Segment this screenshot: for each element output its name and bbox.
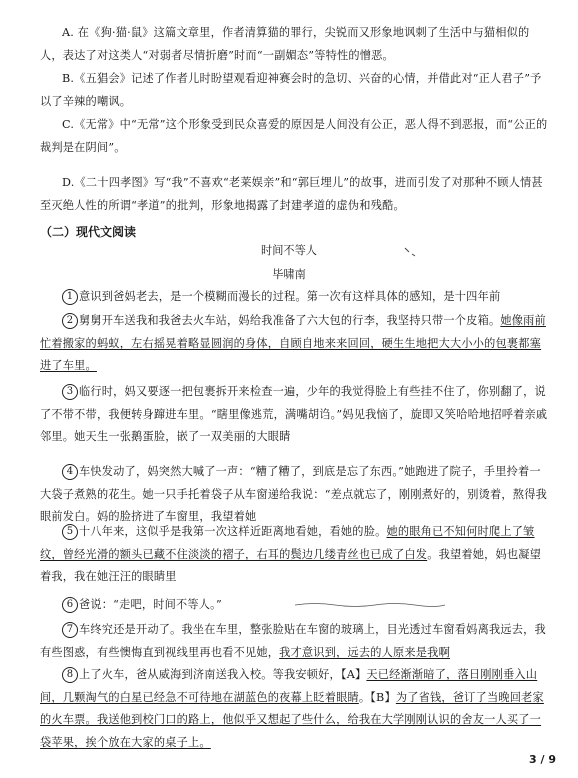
option-d: [40, 172, 552, 217]
option-c: [40, 114, 552, 159]
paragraph-number: 8: [62, 667, 78, 683]
article-author: 毕啸南: [272, 268, 306, 281]
option-a: [40, 22, 552, 67]
option-d-text: D.《二十四孝图》写“我”不喜欢“老莱娱亲”和“郭巨埋儿”的故事，进而引发了对那种不顾人情甚至灭绝人性的所谓“孝道”的批判，形象地揭露了封建孝道的虚伪和残酷。: [40, 176, 543, 212]
paragraph-text: 意识到爸妈老去，是一个模糊而漫长的过程。第一次有这样具体的感知，是十四年前: [79, 290, 501, 303]
paragraph-number: 4: [62, 464, 78, 480]
underlined-text: 她的眼角已不知何时爬上了皱纹，曾经光滑的额头已藏不住淡淡的褶子，右耳的鬓边几缕青丝也已成了白发: [40, 525, 535, 561]
underlined-text: 她像雨前忙着搬家的蚂蚁，左右摇晃着略显圆润的身体，自顾自地来来回回，硬生生地把大大小小的包裹都塞进了车里。: [40, 314, 546, 372]
article-title: 时间不等人: [261, 244, 317, 257]
paragraph-5: [40, 521, 552, 589]
paragraph-text: 爸说：“走吧，时间不等人。”: [79, 598, 222, 611]
underlined-text: 为了省钱，爸订了当晚回老家的火车票。我送他到校门口的路上，他似乎又想起了些什么，给我在大学刚刚认识的舍友一人买了一袋苹果，挨个放在大家的桌子上。: [40, 690, 544, 749]
paragraph-1: [40, 286, 552, 309]
paragraph-number: 6: [62, 597, 78, 613]
paragraph-number: 3: [62, 384, 78, 400]
paragraph-7: [40, 619, 552, 664]
paragraph-2: [40, 310, 552, 378]
paragraph-number: 1: [62, 289, 78, 305]
paragraph-text: 上了火车，爸从威海到济南送我入校。等我安顿好，【A】: [79, 668, 367, 681]
paragraph-text: 车终究还是开动了。我坐在车里，整张脸贴在车窗的玻璃上，目光透过车窗看妈离我远去，我有些图惑，有些懊悔直到视线里再也看不见她，: [40, 623, 546, 659]
underlined-text: 我才意识到，远去的人原来是我啊: [279, 645, 450, 659]
option-c-text: C.《无常》中“无常”这个形象受到民众喜爱的原因是人间没有公正，恶人得不到恶报，而“公正的裁判是在阴间”。: [40, 118, 548, 154]
paragraph-text: 十八年来，这似乎是我第一次这样近距离地看她，看她的脸。: [79, 525, 387, 538]
paragraph-number: 5: [62, 524, 78, 540]
paragraph-text: 舅舅开车送我和我爸去火车站，妈给我准备了六大包的行李，我坚持只带一个皮箱。: [79, 314, 501, 327]
page-number: 3 / 9: [529, 753, 556, 766]
paragraph-number: 2: [62, 313, 78, 329]
option-a-text: A. 在《狗·猫·鼠》这篇文章里，作者清算猫的罪行，尖锐而又形象地讽刺了生活中与猫相似的人，表达了对这类人“对弱者尽情折磨”时而“一副媚态”等特性的憎恶。: [40, 26, 530, 62]
paragraph-text: 。【B】: [358, 690, 396, 704]
paragraph-number: 7: [62, 622, 78, 638]
option-b: [40, 68, 552, 113]
paragraph-3: [40, 381, 552, 449]
scan-mark-icon: [403, 246, 417, 258]
paragraph-text: 临行时，妈又要逐一把包裹拆开来检查一遍，少年的我觉得脸上有些挂不住了，你别翻了，说了不带不带，我便转身蹿进车里。“瞎里像逃荒，满嘴胡诌。”妈见我恼了，旋即又笑哈哈地招呼着亲戚邻里。她天生一张鹅蛋脸，嵌了一双美丽的大眼睛: [40, 385, 548, 443]
section-heading: （二）现代文阅读: [40, 225, 137, 239]
paragraph-8: [40, 664, 552, 754]
paragraph-text: 车快发动了，妈突然大喊了一声：“糟了糟了，到底是忘了东西。”她跑进了院子，手里拎着一大袋子煮熟的花生。她一只手托着袋子从车窗递给我说：“差点就忘了，刚刚煮好的，别烫着，熬得我眼前发白。妈的脸挤进了车窗里，我望着她: [40, 465, 547, 523]
paragraph-text: 。我望着她，妈也凝望着我，我在她汪汪的眼睛里: [40, 547, 542, 583]
pen-scribble-icon: [295, 602, 445, 608]
underlined-text: 天已经渐渐暗了，落日刚刚垂入山间，几颗淘气的白星已经急不可待地在湖蓝色的夜幕上眨着眼睛: [40, 668, 538, 704]
option-b-text: B.《五猖会》记述了作者儿时盼望观看迎神赛会时的急切、兴奋的心情，并借此对“正人君子”予以了辛辣的嘲讽。: [40, 72, 542, 108]
paragraph-4: [40, 461, 552, 529]
